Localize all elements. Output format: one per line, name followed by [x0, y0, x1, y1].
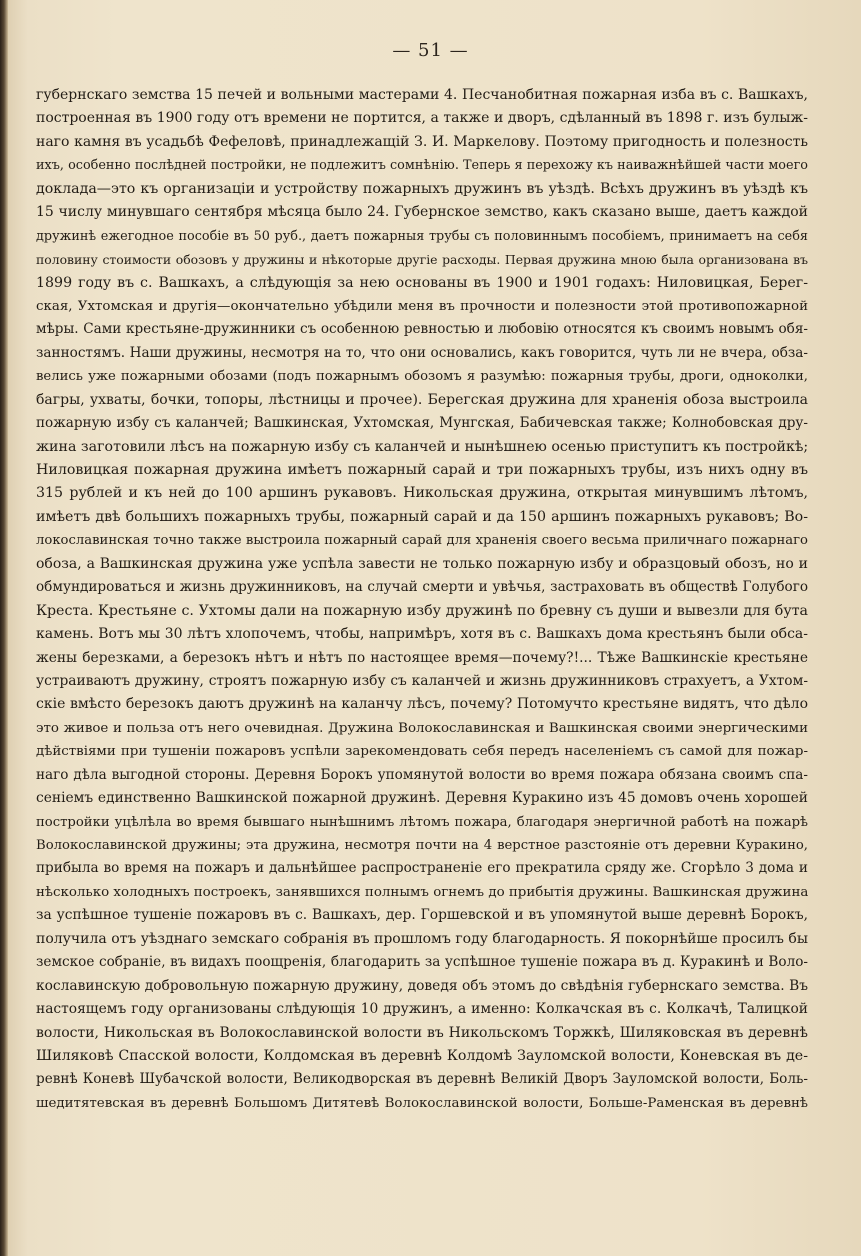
text-line: нѣсколько холодныхъ построекъ, занявшихся полнымъ огнемъ до прибытія дружины. Вашкинская дружина [36, 884, 808, 900]
text-line: губернскаго земства 15 печей и вольными мастерами 4. Песчанобитная пожарная изба въ с. Вашкахъ, [36, 87, 808, 103]
text-line: ская, Ухтомская и другія—окончательно убѣдили меня въ прочности и полезности этой противопожарной [36, 298, 808, 314]
text-line: это живое и польза отъ него очевидная. Дружина Волокославинская и Вашкинская своими энергическими [36, 720, 808, 736]
text-line: имѣетъ двѣ большихъ пожарныхъ трубы, пожарный сарай и да 150 аршинъ пожарныхъ рукавовъ; Во- [36, 508, 808, 525]
text-line: наго дѣла выгодной стороны. Деревня Борокъ упомянутой волости во время пожара обязана своимъ спа- [36, 766, 808, 783]
text-line: дѣйствіями при тушеніи пожаровъ успѣли зарекомендовать себя передъ населеніемъ съ самой для пожар- [36, 744, 808, 760]
text-line: 1899 году въ с. Вашкахъ, а слѣдующія за нею основаны въ 1900 и 1901 годахъ: Ниловицкая, Берег- [36, 274, 808, 291]
text-line: камень. Вотъ мы 30 лѣтъ хлопочемъ, чтобы, напримѣръ, хотя въ с. Вашкахъ дома крестьянъ были обса- [36, 626, 808, 643]
text-line: построенная въ 1900 году отъ времени не портится, а также и дворъ, сдѣланный въ 1898 г. изъ булыж- [36, 110, 808, 127]
text-line: Креста. Крестьяне с. Ухтомы дали на пожарную избу дружинѣ по бревну съ души и вывезли для бута [36, 602, 808, 619]
text-line: обмундироваться и жизнь дружинниковъ, на случай смерти и увѣчья, застраховать въ обществѣ Голубого [36, 579, 808, 596]
text-line: шедитятевская въ деревнѣ Большомъ Дитятевѣ Волокославинской волости, Больше-Раменская въ деревнѣ [36, 1095, 808, 1111]
text-line: устраиваютъ дружину, строятъ пожарную избу съ каланчей и жизнь дружинниковъ страхуетъ, а Ухтом- [36, 672, 808, 689]
text-line: половину стоимости обозовъ у дружины и нѣкоторые другіе расходы. Первая дружина мною была организована въ [36, 252, 808, 268]
text-line: ихъ, особенно послѣдней постройки, не подлежитъ сомнѣнію. Теперь я перехожу къ наиважнѣйшей части моего [36, 158, 808, 174]
text-line: Шиляковѣ Спасской волости, Колдомская въ деревнѣ Колдомѣ Зауломской волости, Коневская въ де- [36, 1047, 808, 1064]
text-line: дружинѣ ежегодное пособіе въ 50 руб., даетъ пожарныя трубы съ половиннымъ пособіемъ, принимаетъ на себя [36, 228, 808, 244]
text-line: получила отъ уѣзднаго земскаго собранія въ прошломъ году благодарность. Я покорнѣйше просилъ бы [36, 930, 808, 947]
page-number: — 51 — [392, 40, 469, 61]
text-line: Волокославинской дружины; эта дружина, несмотря почти на 4 верстное разстояніе отъ деревни Куракино, [36, 838, 808, 853]
text-line: жина заготовили лѣсъ на пожарную избу съ каланчей и нынѣшнею осенью приступитъ къ постройкѣ; [36, 438, 808, 455]
body-text [36, 84, 808, 1115]
text-line: велись уже пожарными обозами (подъ пожарнымъ обозомъ я разумѣю: пожарныя трубы, дроги, одноколки, [36, 369, 808, 385]
text-line: пожарную избу съ каланчей; Вашкинская, Ухтомская, Мунгская, Бабичевская также; Колнобовская дру- [36, 415, 808, 432]
text-line: кославинскую добровольную пожарную дружину, доведя объ этомъ до свѣдѣнія губернскаго земства. Въ [36, 977, 808, 994]
text-line: прибыла во время на пожаръ и дальнѣйшее распространеніе его прекратила сряду же. Сгорѣло 3 дома и [36, 860, 808, 877]
text-line: доклада—это къ организаціи и устройству пожарныхъ дружинъ въ уѣздѣ. Всѣхъ дружинъ въ уѣздѣ къ [36, 180, 808, 197]
text-line: багры, ухваты, бочки, топоры, лѣстницы и прочее). Берегская дружина для храненія обоза выстроила [36, 391, 808, 408]
text-line: 315 рублей и къ ней до 100 аршинъ рукавовъ. Никольская дружина, открытая минувшимъ лѣтомъ, [36, 485, 808, 502]
text-line: волости, Никольская въ Волокославинской волости въ Никольскомъ Торжкѣ, Шиляковская въ деревнѣ [36, 1024, 808, 1041]
text-line: 15 числу минувшаго сентября мѣсяца было 24. Губернское земство, какъ сказано выше, даетъ каждой [36, 204, 808, 221]
text-line: сеніемъ единственно Вашкинской пожарной дружинѣ. Деревня Куракино изъ 45 домовъ очень хорошей [36, 790, 808, 807]
text-line: наго камня въ усадьбѣ Фефеловѣ, принадлежащій З. И. Маркелову. Поэтому пригодность и полезность [36, 133, 808, 150]
text-line: обоза, а Вашкинская дружина уже успѣла завести не только пожарную избу и образцовый обозъ, но и [36, 555, 808, 572]
text-line: скіе вмѣсто березокъ даютъ дружинѣ на каланчу лѣсъ, почему? Потомучто крестьяне видятъ, что дѣло [36, 696, 808, 713]
page-binding-edge [0, 0, 8, 1256]
text-line: локославинская точно также выстроила пожарный сарай для храненія своего весьма приличнаго пожарнаго [36, 533, 808, 549]
text-line: за успѣшное тушеніе пожаровъ въ с. Вашкахъ, дер. Горшевской и въ упомянутой выше деревнѣ Борокъ, [36, 907, 808, 924]
text-line: мѣры. Сами крестьяне-дружинники съ особенною ревностью и любовію относятся къ своимъ новымъ обя- [36, 321, 808, 338]
text-line: ревнѣ Коневѣ Шубачской волости, Великодворская въ деревнѣ Великій Дворъ Зауломской волости, Боль- [36, 1071, 808, 1088]
text-line: жены березками, а березокъ нѣтъ и нѣтъ по настоящее время—почему?!... Тѣже Вашкинскіе крестьяне [36, 649, 808, 666]
text-line: земское собраніе, въ видахъ поощренія, благодарить за успѣшное тушеніе пожара въ д. Куракинѣ и Воло- [36, 954, 808, 971]
text-line: настоящемъ году организованы слѣдующія 10 дружинъ, а именно: Колкачская въ с. Колкачѣ, Талицкой [36, 1001, 808, 1018]
text-line: Ниловицкая пожарная дружина имѣетъ пожарный сарай и три пожарныхъ трубы, изъ нихъ одну въ [36, 462, 808, 478]
text-line: занностямъ. Наши дружины, несмотря на то, что они основались, какъ говорится, чуть ли не вчера, обза- [36, 344, 808, 361]
text-line: постройки уцѣлѣла во время бывшаго нынѣшнимъ лѣтомъ пожара, благодаря энергичной работѣ на пожарѣ [36, 814, 808, 830]
